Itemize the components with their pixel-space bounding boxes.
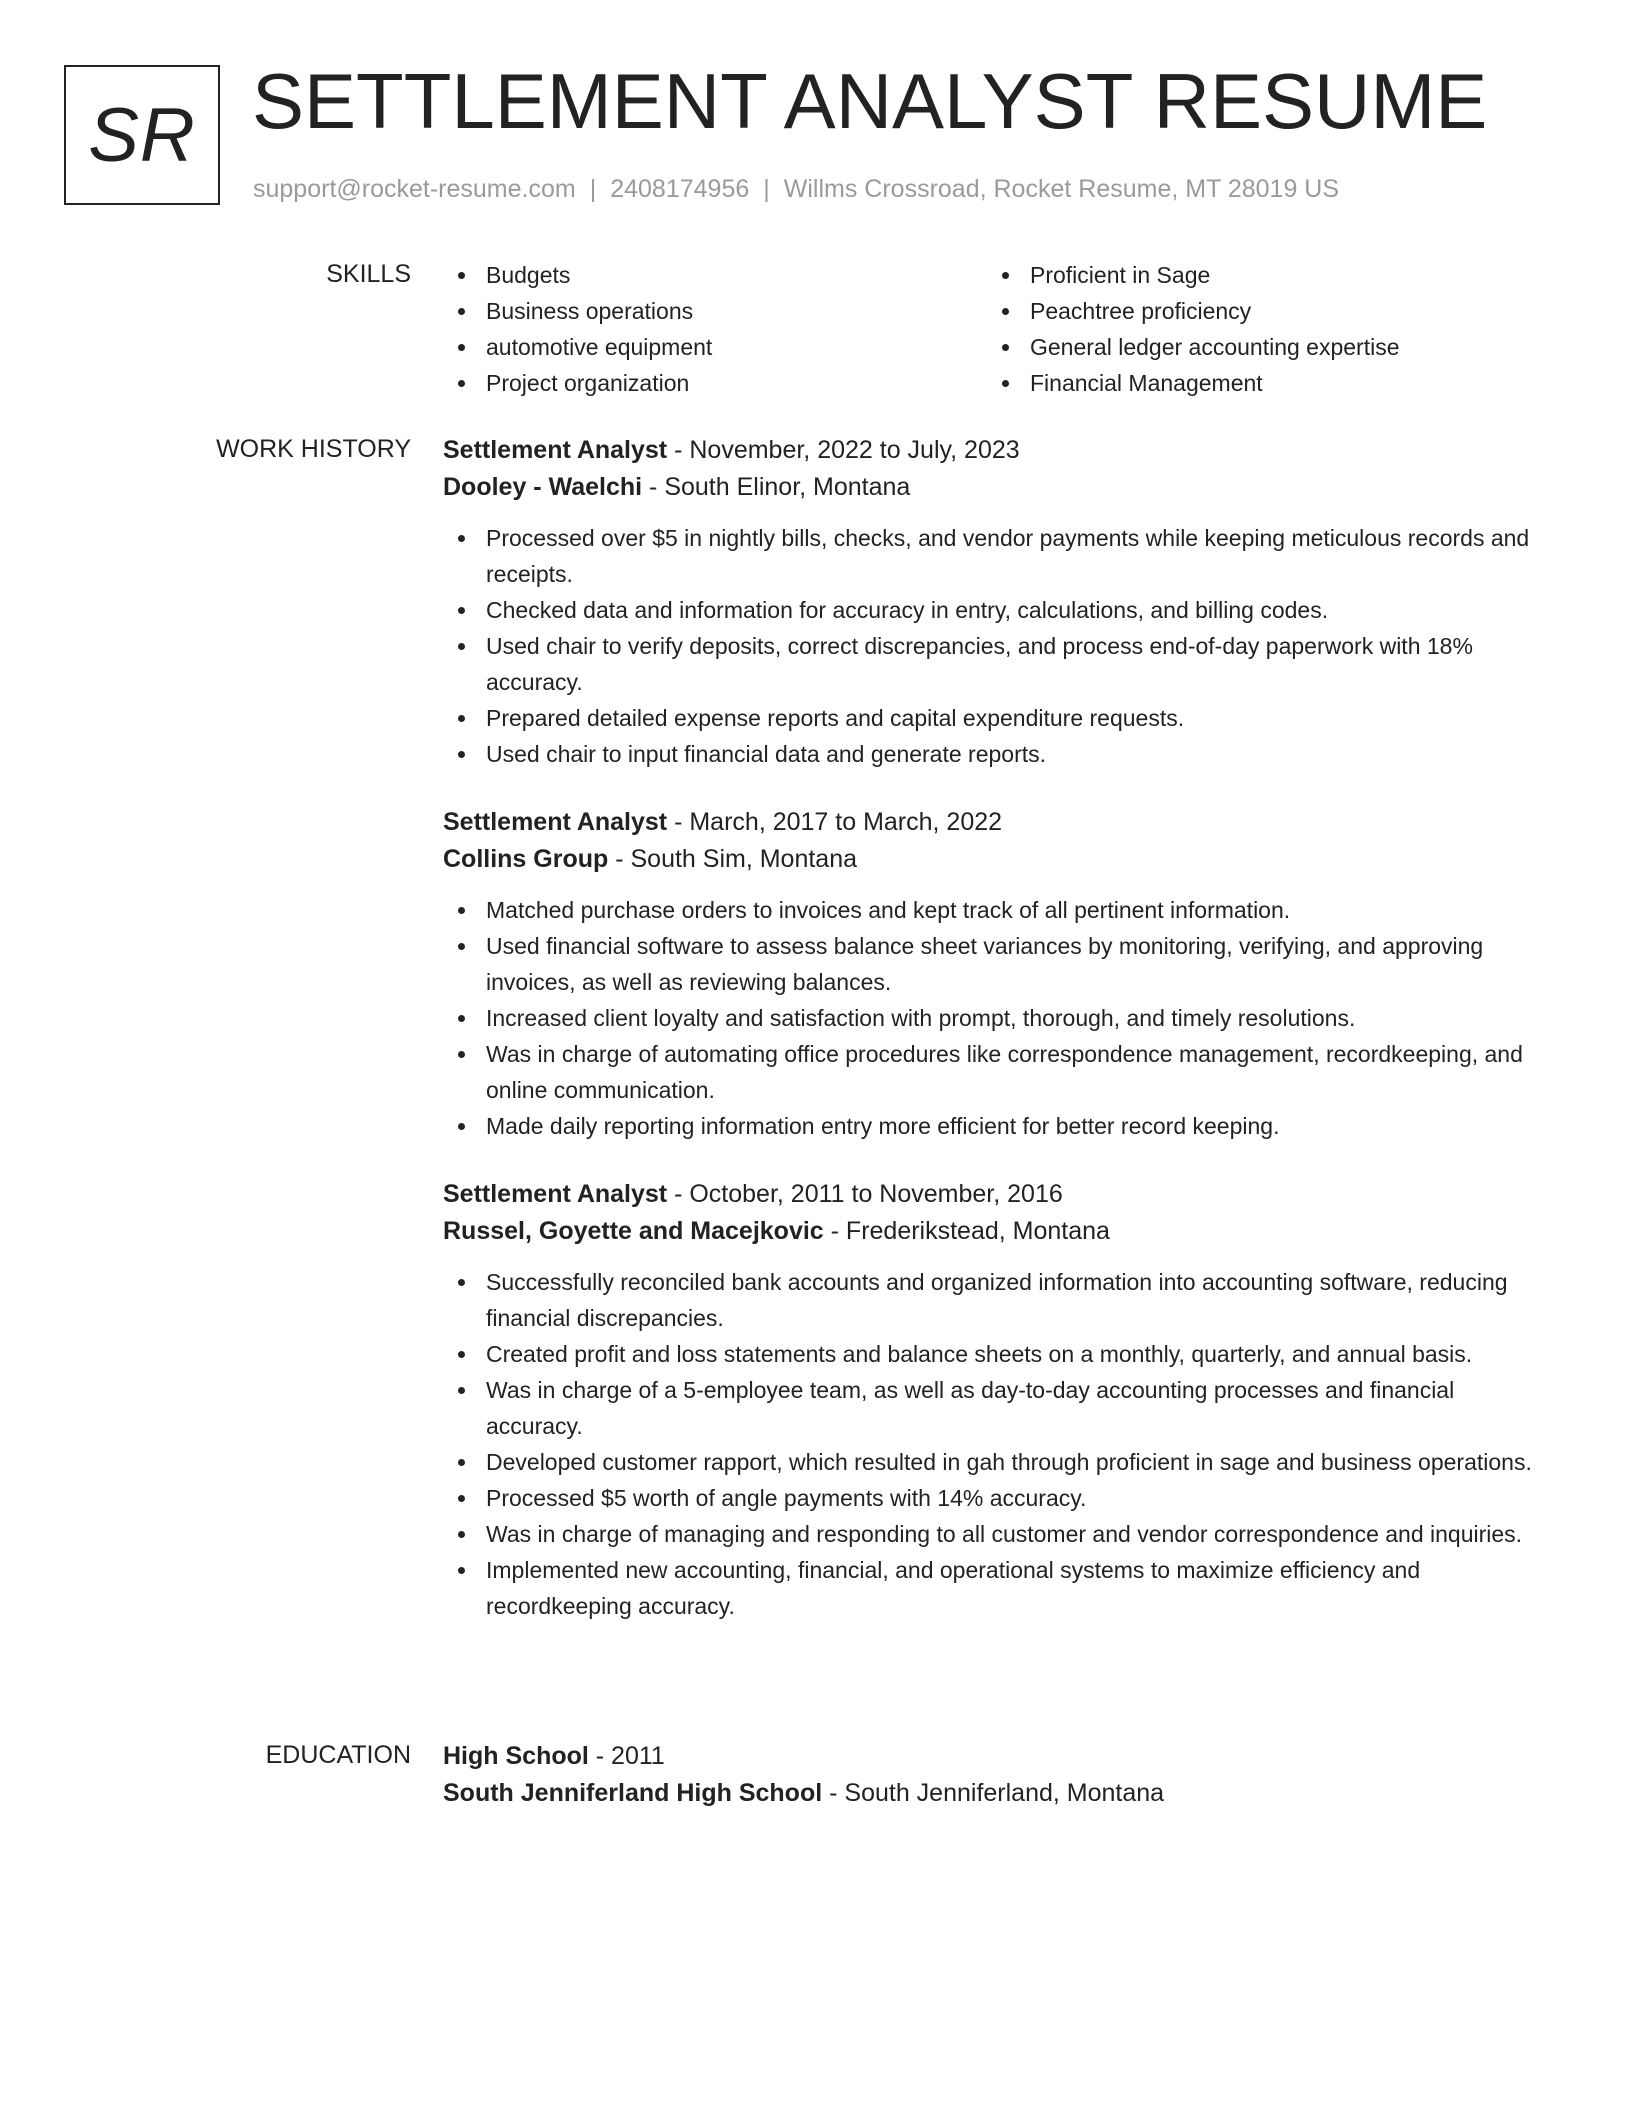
resume-title: SETTLEMENT ANALYST RESUME <box>252 57 1488 145</box>
education-degree-line <box>443 1738 1553 1775</box>
job-bullet: Implemented new accounting, financial, and operational systems to maximize efficiency and recordkeeping accuracy. <box>443 1552 1553 1624</box>
job-company: Dooley - Waelchi <box>443 473 643 501</box>
contact-separator: | <box>763 175 770 203</box>
job-bullet: Processed over $5 in nightly bills, checks, and vendor payments while keeping meticulous records and receipts. <box>443 520 1553 592</box>
job-entry <box>443 804 1553 1144</box>
skill-item: Proficient in Sage <box>987 257 1507 293</box>
job-dates: - October, 2011 to November, 2016 <box>667 1180 1063 1208</box>
contact-phone[interactable]: 2408174956 <box>610 175 750 203</box>
work-history-heading: WORK HISTORY <box>216 435 411 463</box>
job-title: Settlement Analyst <box>443 808 668 836</box>
education-location: - South Jenniferland, Montana <box>822 1779 1165 1807</box>
job-dates: - November, 2022 to July, 2023 <box>667 436 1020 464</box>
job-bullet: Prepared detailed expense reports and capital expenditure requests. <box>443 700 1553 736</box>
skill-item: automotive equipment <box>443 329 963 365</box>
skill-item: Business operations <box>443 293 963 329</box>
education-degree: High School <box>443 1742 589 1770</box>
monogram-logo: SR <box>64 65 220 205</box>
job-bullet-list <box>443 520 1553 772</box>
job-bullet: Successfully reconciled bank accounts and organized information into accounting software, reducing financial discrepancies. <box>443 1264 1553 1336</box>
skills-list-right <box>987 257 1507 401</box>
job-bullet: Created profit and loss statements and balance sheets on a monthly, quarterly, and annual basis. <box>443 1336 1553 1372</box>
skill-item: Financial Management <box>987 365 1507 401</box>
job-dates: - March, 2017 to March, 2022 <box>667 808 1003 836</box>
education-heading: EDUCATION <box>265 1741 411 1769</box>
job-title: Settlement Analyst <box>443 436 668 464</box>
contact-email[interactable]: support@rocket-resume.com <box>253 175 576 203</box>
job-bullet: Matched purchase orders to invoices and kept track of all pertinent information. <box>443 892 1553 928</box>
job-bullet: Used financial software to assess balance sheet variances by monitoring, verifying, and approving invoices, as well as reviewing balances. <box>443 928 1553 1000</box>
contact-line <box>253 172 1339 206</box>
job-company-line <box>443 1213 1553 1250</box>
job-location: - Frederikstead, Montana <box>823 1217 1110 1245</box>
job-bullet: Used chair to verify deposits, correct discrepancies, and process end-of-day paperwork with 18% accuracy. <box>443 628 1553 700</box>
job-title: Settlement Analyst <box>443 1180 668 1208</box>
education-school: South Jenniferland High School <box>443 1779 823 1807</box>
education-year: - 2011 <box>588 1742 665 1770</box>
job-entry <box>443 1176 1553 1624</box>
job-company: Collins Group <box>443 845 609 873</box>
job-company-line <box>443 469 1553 506</box>
job-title-line <box>443 432 1553 469</box>
job-bullet-list <box>443 892 1553 1144</box>
skill-item: Peachtree proficiency <box>987 293 1507 329</box>
job-entry <box>443 432 1553 772</box>
job-location: - South Elinor, Montana <box>642 473 911 501</box>
job-bullet: Was in charge of automating office procedures like correspondence management, recordkeeping, and online communication. <box>443 1036 1553 1108</box>
job-bullet: Increased client loyalty and satisfaction with prompt, thorough, and timely resolutions. <box>443 1000 1553 1036</box>
job-bullet: Processed $5 worth of angle payments with 14% accuracy. <box>443 1480 1553 1516</box>
skill-item: Budgets <box>443 257 963 293</box>
job-bullet: Was in charge of a 5-employee team, as well as day-to-day accounting processes and financial accuracy. <box>443 1372 1553 1444</box>
job-bullet: Made daily reporting information entry more efficient for better record keeping. <box>443 1108 1553 1144</box>
skill-item: General ledger accounting expertise <box>987 329 1507 365</box>
job-bullet-list <box>443 1264 1553 1624</box>
job-company: Russel, Goyette and Macejkovic <box>443 1217 824 1245</box>
education-body <box>443 1738 1553 1812</box>
skills-list-left <box>443 257 963 401</box>
job-bullet: Developed customer rapport, which resulted in gah through proficient in sage and business operations. <box>443 1444 1553 1480</box>
education-school-line <box>443 1775 1553 1812</box>
job-bullet: Used chair to input financial data and generate reports. <box>443 736 1553 772</box>
skills-heading: SKILLS <box>326 260 411 288</box>
skill-item: Project organization <box>443 365 963 401</box>
job-title-line <box>443 1176 1553 1213</box>
job-bullet: Was in charge of managing and responding to all customer and vendor correspondence and inquiries. <box>443 1516 1553 1552</box>
job-bullet: Checked data and information for accuracy in entry, calculations, and billing codes. <box>443 592 1553 628</box>
contact-address: Willms Crossroad, Rocket Resume, MT 28019 US <box>783 175 1340 203</box>
job-company-line <box>443 841 1553 878</box>
job-location: - South Sim, Montana <box>608 845 858 873</box>
job-title-line <box>443 804 1553 841</box>
work-history-body <box>443 432 1553 1624</box>
contact-separator: | <box>589 175 597 203</box>
